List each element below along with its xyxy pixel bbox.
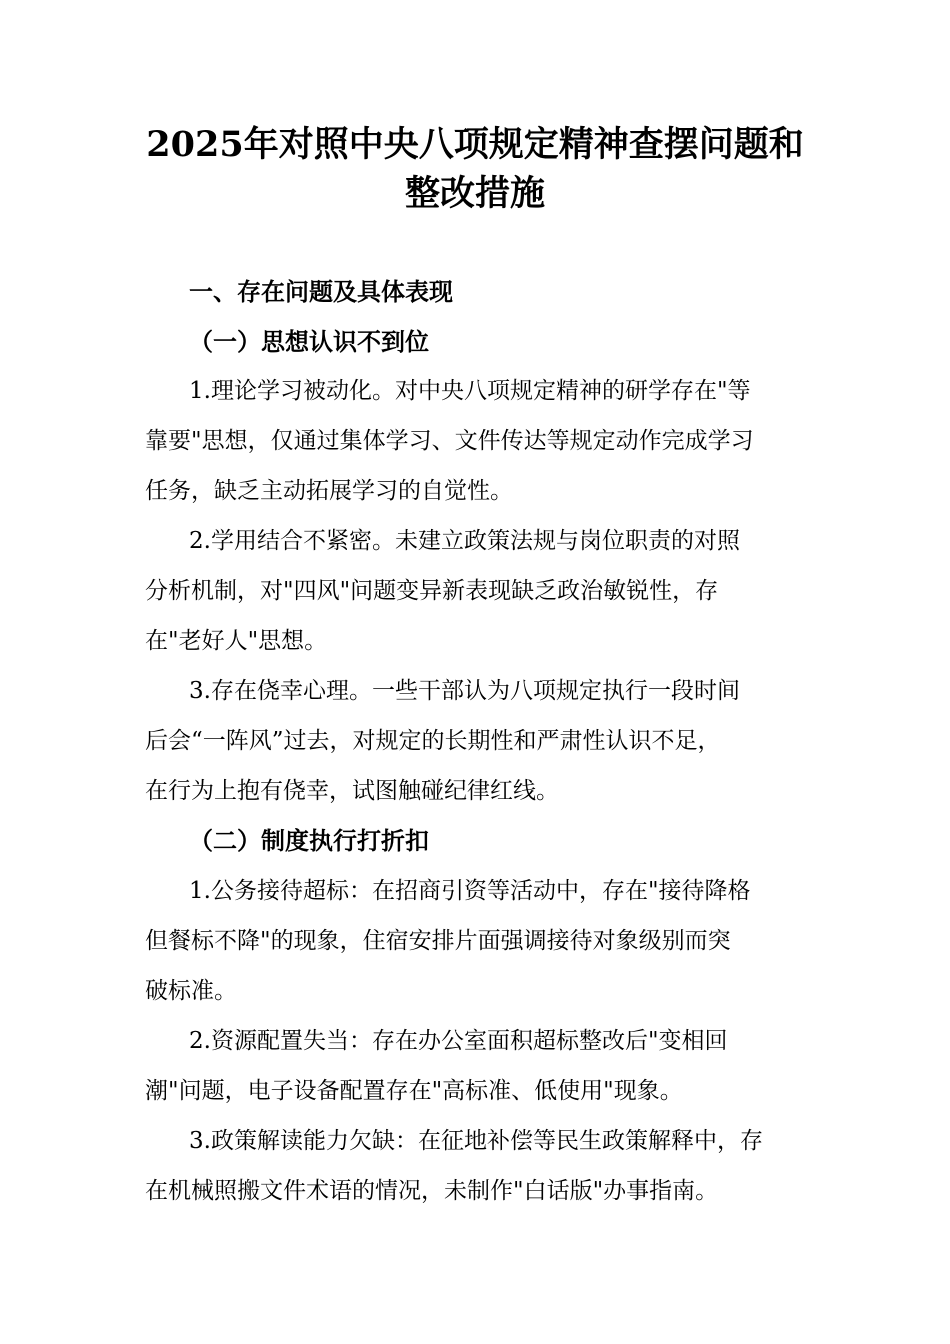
subsection-heading: （二）制度执行打折扣 (189, 826, 429, 855)
paragraph-line: 在机械照搬文件术语的情况，未制作"白话版"办事指南。 (145, 1178, 719, 1204)
paragraph-line: 2.资源配置失当：存在办公室面积超标整改后"变相回 (189, 1028, 728, 1054)
paragraph-line: 靠要"思想，仅通过集体学习、文件传达等规定动作完成学习 (145, 428, 754, 454)
paragraph-line: 在行为上抱有侥幸，试图触碰纪律红线。 (145, 778, 559, 804)
paragraph-line: 后会“一阵风”过去，对规定的长期性和严肃性认识不足， (145, 728, 721, 754)
paragraph-line: 任务，缺乏主动拓展学习的自觉性。 (145, 478, 513, 504)
subsection-heading: （一）思想认识不到位 (189, 327, 429, 356)
paragraph-line: 分析机制，对"四风"问题变异新表现缺乏政治敏锐性，存 (145, 578, 719, 604)
section-heading: 一、存在问题及具体表现 (189, 277, 453, 306)
paragraph-line: 3.政策解读能力欠缺：在征地补偿等民生政策解释中，存 (189, 1128, 763, 1154)
paragraph-line: 潮"问题，电子设备配置存在"高标准、低使用"现象。 (145, 1078, 683, 1104)
paragraph-line: 在"老好人"思想。 (145, 628, 328, 654)
paragraph-line: 但餐标不降"的现象，住宿安排片面强调接待对象级别而突 (145, 928, 731, 954)
document-title-line-2: 整改措施 (404, 173, 545, 214)
paragraph-line: 1.理论学习被动化。对中央八项规定精神的研学存在"等 (189, 378, 751, 404)
paragraph-line: 1.公务接待超标：在招商引资等活动中，存在"接待降格 (189, 878, 751, 904)
paragraph-line: 破标准。 (145, 978, 237, 1004)
paragraph-line: 3.存在侥幸心理。一些干部认为八项规定执行一段时间 (189, 678, 740, 704)
paragraph-line: 2.学用结合不紧密。未建立政策法规与岗位职责的对照 (189, 528, 740, 554)
document-title-line-1: 2025年对照中央八项规定精神查摆问题和 (146, 124, 804, 165)
